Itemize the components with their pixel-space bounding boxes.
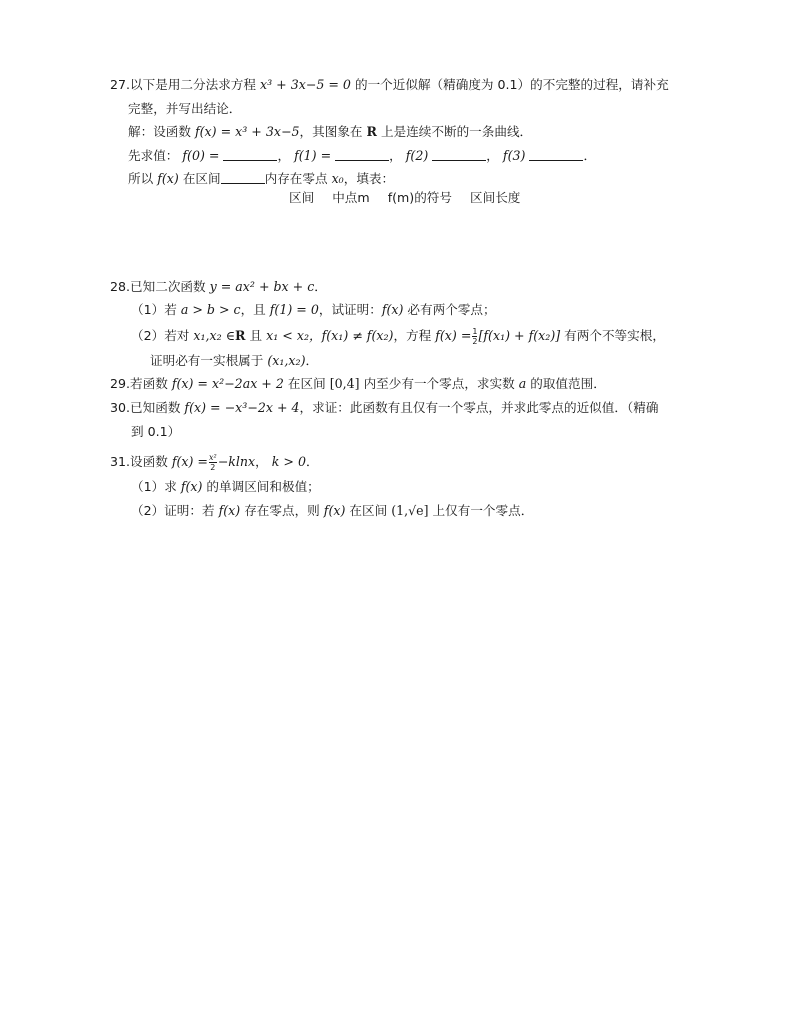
q27-text: 以下是用二分法求方程 — [130, 77, 256, 92]
q28-equation-rhs: [f(x₁) + f(x₂)] — [478, 328, 561, 343]
q27-real-set: R — [366, 124, 377, 139]
frac-num: x² — [208, 453, 217, 462]
q31-part1 — [131, 477, 320, 497]
q31-interval: (1,√e] — [391, 503, 429, 518]
q28-function: y = ax² + bx + c — [209, 279, 315, 294]
q29-text: 的取值范围． — [530, 376, 606, 391]
q27-line4: 先求值： f(0) = ， f(1) = ， f(2) ， f(3) ． — [128, 148, 597, 163]
q27-line1 — [110, 75, 669, 95]
q27-text-line2: 完整，并写出结论． — [128, 101, 242, 116]
q27-text: 上是连续不断的一条曲线． — [381, 124, 533, 139]
table-header-sign: f(m)的符号 — [387, 190, 452, 205]
q28-number: 28. — [110, 279, 131, 294]
table-header-interval: 区间 — [289, 190, 315, 205]
q27-f0: f(0) = — [182, 148, 220, 163]
q27-solution-label: 解：设函数 — [128, 124, 191, 139]
q31-part2 — [131, 501, 533, 521]
q27-line2 — [128, 99, 241, 119]
q31-condition: k > 0 — [271, 454, 306, 469]
frac-den: 2 — [210, 463, 216, 472]
q28-condition: x₁ < x₂，f(x₁) ≠ f(x₂) — [266, 328, 394, 343]
q27-text: 先求值： — [128, 148, 179, 163]
q27-x0: x₀ — [331, 171, 344, 186]
q30-text-line2: 到 0.1） — [131, 424, 181, 439]
q27-fx: f(x) — [157, 171, 179, 186]
q27-line5 — [128, 169, 394, 189]
q27-f3: f(3) — [502, 148, 526, 163]
q28-text: 证明必有一实根属于 — [150, 353, 264, 368]
q31-function-rhs: −klnx — [217, 454, 256, 469]
q31-line1 — [110, 452, 319, 472]
q31-text: 在区间 — [349, 503, 388, 518]
blank-f3[interactable] — [529, 148, 583, 161]
q29-variable: a — [518, 376, 527, 391]
q28-text: 必有两个零点； — [407, 302, 496, 317]
fraction-x2-over-2 — [209, 453, 217, 472]
q27-number: 27. — [110, 77, 131, 92]
q29-interval: [0,4] — [329, 376, 360, 391]
q31-number: 31. — [110, 454, 131, 469]
q31-part1-label: （1）求 — [131, 479, 177, 494]
q28-condition: a > b > c — [180, 302, 241, 317]
q29-function: f(x) = x²−2ax + 2 — [171, 376, 284, 391]
q28-part2 — [131, 326, 665, 346]
q28-part1-label: （1）若 — [131, 302, 177, 317]
q31-text: 设函数 — [130, 454, 168, 469]
q31-fx: f(x) — [323, 503, 346, 518]
q31-fx: f(x) — [180, 479, 203, 494]
q27-table-header — [289, 188, 534, 208]
blank-interval[interactable] — [221, 171, 265, 184]
q27-text: ，填表： — [343, 171, 395, 186]
q27-text: ，其图象在 — [299, 124, 363, 139]
frac-num: 1 — [472, 327, 478, 336]
q31-fx: f(x) — [218, 503, 241, 518]
q28-text: 有两个不等实根， — [564, 328, 665, 343]
q27-function: f(x) = x³ + 3x−5 — [194, 124, 300, 139]
frac-den: 2 — [472, 337, 478, 346]
q31-text: 存在零点，则 — [244, 503, 320, 518]
q27-text: 所以 — [128, 171, 154, 186]
q28-real-set: R — [235, 328, 246, 343]
q31-text: 上仅有一个零点． — [432, 503, 534, 518]
q30-number: 30. — [110, 400, 131, 415]
q29-text: 在区间 — [287, 376, 326, 391]
q28-part2-line2 — [150, 351, 318, 371]
q28-equation-lhs: f(x) = — [435, 328, 472, 343]
q29-text: 内至少有一个零点，求实数 — [363, 376, 515, 391]
table-header-length: 区间长度 — [470, 190, 521, 205]
q27-text: 内存在零点 — [264, 171, 328, 186]
q29-line1 — [110, 374, 606, 394]
q31-function-lhs: f(x) = — [171, 454, 208, 469]
q27-text-b: 的一个近似解（精确度为 0.1）的不完整的过程，请补充 — [354, 77, 669, 92]
q28-f1: f(1) = 0 — [269, 302, 319, 317]
q28-text: 且 — [249, 328, 263, 343]
q27-line3 — [128, 122, 532, 142]
q31-part2-label: （2）证明：若 — [131, 503, 215, 518]
table-header-midpoint: 中点m — [332, 190, 370, 205]
q28-part2-label: （2）若对 — [131, 328, 190, 343]
q28-text: 已知二次函数 — [130, 279, 206, 294]
q28-text: ，方程 — [393, 328, 432, 343]
q30-text: 已知函数 — [130, 400, 181, 415]
q30-line2 — [131, 422, 180, 442]
q31-text: ． — [305, 454, 319, 469]
q27-f1: f(1) = — [294, 148, 332, 163]
blank-f1[interactable] — [335, 148, 389, 161]
q28-text: ，试证明： — [318, 302, 382, 317]
q28-vars: x₁,x₂ ∈ — [193, 328, 236, 343]
q30-function: f(x) = −x³−2x + 4 — [184, 400, 300, 415]
q29-text: 若函数 — [130, 376, 168, 391]
q28-fx: f(x) — [381, 302, 404, 317]
fraction-half — [472, 327, 477, 346]
q28-text: ，且 — [240, 302, 266, 317]
q30-text: ，求证：此函数有且仅有一个零点，并求此零点的近似值．（精确 — [299, 400, 659, 415]
q28-interval: (x₁,x₂) — [267, 353, 306, 368]
q27-equation: x³ + 3x−5 = 0 — [259, 77, 351, 92]
q31-text: ， — [255, 454, 268, 469]
q31-text: 的单调区间和极值； — [206, 479, 320, 494]
q30-line1 — [110, 398, 658, 418]
q28-text: ． — [305, 353, 319, 368]
q27-text: 在区间 — [182, 171, 221, 186]
blank-f0[interactable] — [223, 148, 277, 161]
q27-f2: f(2) — [405, 148, 429, 163]
q28-part1 — [131, 300, 496, 320]
blank-f2[interactable] — [432, 148, 486, 161]
q28-line1: 28.已知二次函数 y = ax² + bx + c． — [110, 279, 327, 294]
q29-number: 29. — [110, 376, 131, 391]
